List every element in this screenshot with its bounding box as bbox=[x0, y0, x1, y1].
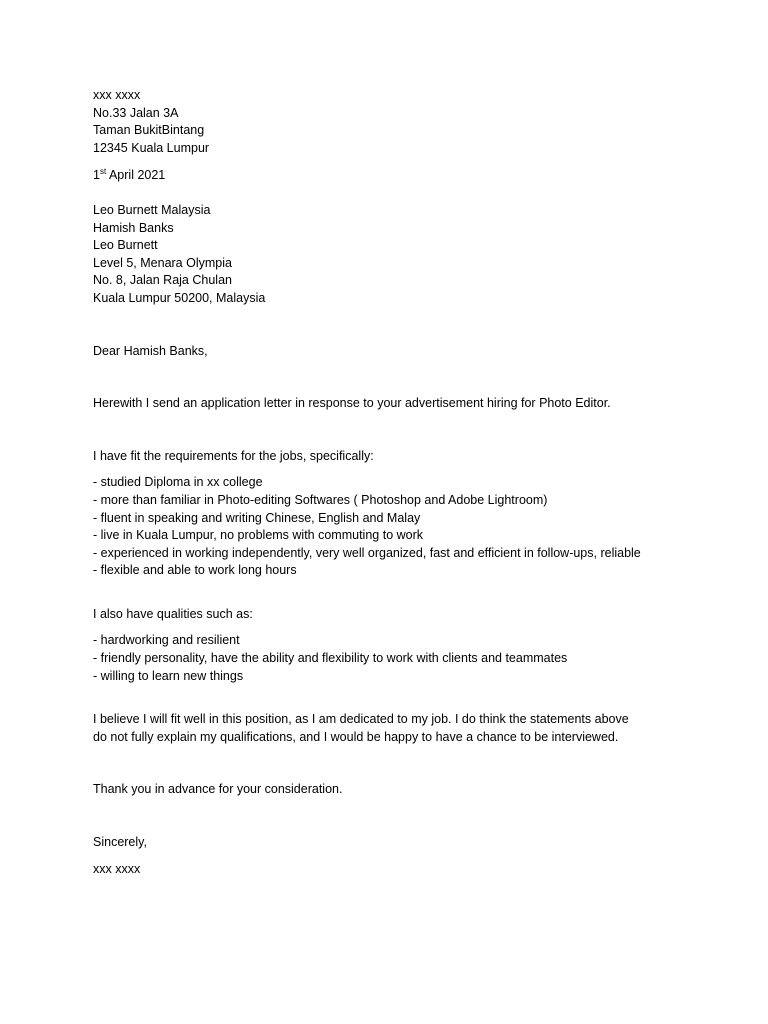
requirement-item: - flexible and able to work long hours bbox=[93, 563, 297, 578]
belief-line: I believe I will fit well in this position, as I am dedicated to my job. I do think the statements above bbox=[93, 712, 629, 727]
date-suffix: st bbox=[99, 167, 107, 177]
requirements-list bbox=[93, 474, 733, 580]
belief-line: do not fully explain my qualifications, and I would be happy to have a chance to be interviewed. bbox=[93, 729, 619, 744]
requirement-item: - experienced in working independently, very well organized, fast and efficient in follow-ups, reliable bbox=[93, 545, 641, 560]
letter-date bbox=[93, 167, 733, 185]
requirement-item: - live in Kuala Lumpur, no problems with commuting to work bbox=[93, 528, 424, 543]
salutation: Dear Hamish Banks, bbox=[93, 343, 208, 358]
sender-address-line: No.33 Jalan 3A bbox=[93, 105, 179, 120]
thanks-paragraph: Thank you in advance for your consideration. bbox=[93, 782, 343, 797]
recipient-line: No. 8, Jalan Raja Chulan bbox=[93, 273, 232, 288]
intro-paragraph: Herewith I send an application letter in response to your advertisement hiring for Photo Editor. bbox=[93, 396, 611, 411]
requirements-heading: I have fit the requirements for the jobs, specifically: bbox=[93, 448, 374, 463]
requirement-item: - more than familiar in Photo-editing Softwares ( Photoshop and Adobe Lightroom) bbox=[93, 492, 548, 507]
recipient-line: Leo Burnett bbox=[93, 238, 158, 253]
recipient-line: Level 5, Menara Olympia bbox=[93, 255, 232, 270]
quality-item: - willing to learn new things bbox=[93, 668, 244, 683]
recipient-line: Hamish Banks bbox=[93, 220, 174, 235]
requirement-item: - fluent in speaking and writing Chinese, English and Malay bbox=[93, 510, 421, 525]
signature-name: xxx xxxx bbox=[93, 861, 141, 876]
sender-name: xxx xxxx bbox=[93, 88, 141, 102]
recipient-block bbox=[93, 202, 733, 308]
quality-item: - friendly personality, have the ability and flexibility to work with clients and teammates bbox=[93, 651, 568, 666]
sender-address-line: Taman BukitBintang bbox=[93, 123, 205, 138]
letter-body bbox=[93, 87, 733, 878]
closing: Sincerely, bbox=[93, 835, 147, 850]
recipient-line: Kuala Lumpur 50200, Malaysia bbox=[93, 290, 266, 305]
qualities-list bbox=[93, 632, 733, 685]
sender-block bbox=[93, 87, 733, 157]
date-rest: April 2021 bbox=[106, 168, 166, 183]
quality-item: - hardworking and resilient bbox=[93, 633, 240, 648]
qualities-heading: I also have qualities such as: bbox=[93, 606, 253, 621]
requirement-item: - studied Diploma in xx college bbox=[93, 475, 263, 490]
date-day: 1 bbox=[93, 168, 100, 183]
sender-address-line: 12345 Kuala Lumpur bbox=[93, 140, 210, 155]
recipient-line: Leo Burnett Malaysia bbox=[93, 202, 211, 217]
belief-paragraph bbox=[93, 711, 733, 746]
